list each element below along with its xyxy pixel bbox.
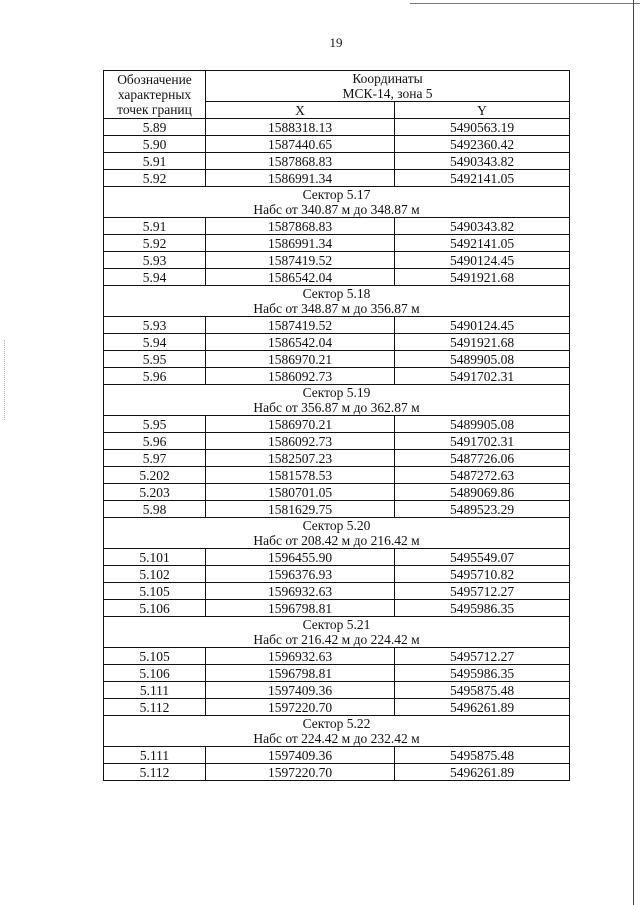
x-coordinate-cell: 1586991.34 — [206, 235, 395, 252]
table-row — [104, 665, 570, 682]
table-row — [104, 368, 570, 385]
sector-height-range: Набс от 216.42 м до 224.42 м — [253, 632, 420, 647]
y-coordinate-cell: 5495712.27 — [395, 648, 570, 665]
table-body — [104, 119, 570, 781]
y-coordinate-cell: 5496261.89 — [395, 764, 570, 781]
x-coordinate-cell: 1597220.70 — [206, 764, 395, 781]
sector-heading — [104, 617, 570, 648]
scan-edge-right — [633, 0, 634, 905]
y-coordinate-cell: 5495986.35 — [395, 600, 570, 617]
sector-height-range: Набс от 348.87 м до 356.87 м — [253, 301, 420, 316]
table-row — [104, 600, 570, 617]
point-id-cell: 5.202 — [104, 467, 206, 484]
y-coordinate-cell: 5487726.06 — [395, 450, 570, 467]
y-coordinate-cell: 5495875.48 — [395, 747, 570, 764]
sector-title: Сектор 5.19 — [302, 385, 371, 400]
table-row — [104, 334, 570, 351]
y-coordinate-cell: 5495710.82 — [395, 566, 570, 583]
sector-row — [104, 716, 570, 747]
table-row — [104, 450, 570, 467]
x-coordinate-cell: 1596932.63 — [206, 648, 395, 665]
x-coordinate-cell: 1586542.04 — [206, 334, 395, 351]
table-row — [104, 317, 570, 334]
table-row — [104, 583, 570, 600]
point-id-cell: 5.95 — [104, 416, 206, 433]
sector-height-range: Набс от 224.42 м до 232.42 м — [253, 731, 420, 746]
point-id-cell: 5.92 — [104, 235, 206, 252]
x-coordinate-cell: 1587419.52 — [206, 317, 395, 334]
point-id-cell: 5.94 — [104, 334, 206, 351]
sector-height-range: Набс от 208.42 м до 216.42 м — [253, 533, 420, 548]
y-coordinate-cell: 5495712.27 — [395, 583, 570, 600]
point-id-cell: 5.91 — [104, 153, 206, 170]
sector-heading — [104, 187, 570, 218]
point-id-cell: 5.96 — [104, 368, 206, 385]
coordinates-table — [103, 70, 570, 781]
table-row — [104, 549, 570, 566]
point-id-cell: 5.90 — [104, 136, 206, 153]
point-id-cell: 5.105 — [104, 583, 206, 600]
x-coordinate-cell: 1581578.53 — [206, 467, 395, 484]
point-id-cell: 5.106 — [104, 665, 206, 682]
table-row — [104, 764, 570, 781]
x-coordinate-cell: 1586092.73 — [206, 433, 395, 450]
point-id-cell: 5.91 — [104, 218, 206, 235]
point-id-cell: 5.94 — [104, 269, 206, 286]
table-row — [104, 119, 570, 136]
table-row — [104, 218, 570, 235]
header-point-designation: Обозначение характерных точек границ — [104, 71, 206, 119]
table-row — [104, 682, 570, 699]
header-coordinate-system: МСК-14, зона 5 — [342, 86, 433, 101]
table-row — [104, 351, 570, 368]
sector-heading — [104, 286, 570, 317]
y-coordinate-cell: 5490343.82 — [395, 218, 570, 235]
x-coordinate-cell: 1596376.93 — [206, 566, 395, 583]
y-coordinate-cell: 5490563.19 — [395, 119, 570, 136]
page-number: 19 — [329, 35, 343, 50]
table-row — [104, 467, 570, 484]
table-row — [104, 136, 570, 153]
sector-heading — [104, 518, 570, 549]
x-coordinate-cell: 1586092.73 — [206, 368, 395, 385]
table-row — [104, 153, 570, 170]
y-coordinate-cell: 5492141.05 — [395, 235, 570, 252]
header-x: X — [206, 102, 395, 119]
x-coordinate-cell: 1587440.65 — [206, 136, 395, 153]
point-id-cell: 5.106 — [104, 600, 206, 617]
table-row — [104, 235, 570, 252]
sector-height-range: Набс от 340.87 м до 348.87 м — [253, 202, 420, 217]
y-coordinate-cell: 5492360.42 — [395, 136, 570, 153]
sector-height-range: Набс от 356.87 м до 362.87 м — [253, 400, 420, 415]
sector-row — [104, 187, 570, 218]
x-coordinate-cell: 1586991.34 — [206, 170, 395, 187]
table-row — [104, 416, 570, 433]
sector-title: Сектор 5.17 — [302, 187, 371, 202]
x-coordinate-cell: 1581629.75 — [206, 501, 395, 518]
sector-heading — [104, 385, 570, 416]
x-coordinate-cell: 1587868.83 — [206, 153, 395, 170]
x-coordinate-cell: 1580701.05 — [206, 484, 395, 501]
point-id-cell: 5.203 — [104, 484, 206, 501]
table-row — [104, 501, 570, 518]
y-coordinate-cell: 5489523.29 — [395, 501, 570, 518]
y-coordinate-cell: 5496261.89 — [395, 699, 570, 716]
x-coordinate-cell: 1596798.81 — [206, 600, 395, 617]
y-coordinate-cell: 5491921.68 — [395, 334, 570, 351]
y-coordinate-cell: 5490124.45 — [395, 252, 570, 269]
sector-title: Сектор 5.20 — [302, 518, 371, 533]
table-row — [104, 269, 570, 286]
x-coordinate-cell: 1597409.36 — [206, 747, 395, 764]
x-coordinate-cell: 1596798.81 — [206, 665, 395, 682]
sector-row — [104, 385, 570, 416]
x-coordinate-cell: 1587868.83 — [206, 218, 395, 235]
table-row — [104, 252, 570, 269]
y-coordinate-cell: 5489069.86 — [395, 484, 570, 501]
sector-row — [104, 286, 570, 317]
point-id-cell: 5.112 — [104, 699, 206, 716]
y-coordinate-cell: 5491921.68 — [395, 269, 570, 286]
sector-row — [104, 617, 570, 648]
header-coordinates — [206, 71, 570, 102]
scan-edge-top — [410, 3, 640, 4]
sector-heading — [104, 716, 570, 747]
sector-row — [104, 518, 570, 549]
x-coordinate-cell: 1597220.70 — [206, 699, 395, 716]
y-coordinate-cell: 5489905.08 — [395, 416, 570, 433]
x-coordinate-cell: 1596455.90 — [206, 549, 395, 566]
table-row — [104, 648, 570, 665]
x-coordinate-cell: 1582507.23 — [206, 450, 395, 467]
point-id-cell: 5.101 — [104, 549, 206, 566]
table-row — [104, 484, 570, 501]
y-coordinate-cell: 5490124.45 — [395, 317, 570, 334]
y-coordinate-cell: 5495986.35 — [395, 665, 570, 682]
table-row — [104, 170, 570, 187]
table-row — [104, 747, 570, 764]
table-row — [104, 433, 570, 450]
y-coordinate-cell: 5495549.07 — [395, 549, 570, 566]
point-id-cell: 5.105 — [104, 648, 206, 665]
y-coordinate-cell: 5491702.31 — [395, 368, 570, 385]
point-id-cell: 5.102 — [104, 566, 206, 583]
point-id-cell: 5.98 — [104, 501, 206, 518]
y-coordinate-cell: 5490343.82 — [395, 153, 570, 170]
y-coordinate-cell: 5491702.31 — [395, 433, 570, 450]
x-coordinate-cell: 1588318.13 — [206, 119, 395, 136]
x-coordinate-cell: 1586970.21 — [206, 351, 395, 368]
point-id-cell: 5.89 — [104, 119, 206, 136]
x-coordinate-cell: 1586970.21 — [206, 416, 395, 433]
point-id-cell: 5.111 — [104, 747, 206, 764]
point-id-cell: 5.97 — [104, 450, 206, 467]
header-y: Y — [395, 102, 570, 119]
sector-title: Сектор 5.21 — [302, 617, 371, 632]
table-row — [104, 699, 570, 716]
y-coordinate-cell: 5495875.48 — [395, 682, 570, 699]
point-id-cell: 5.93 — [104, 252, 206, 269]
sector-title: Сектор 5.22 — [302, 716, 371, 731]
table-row — [104, 566, 570, 583]
sector-title: Сектор 5.18 — [302, 286, 371, 301]
point-id-cell: 5.95 — [104, 351, 206, 368]
y-coordinate-cell: 5492141.05 — [395, 170, 570, 187]
point-id-cell: 5.93 — [104, 317, 206, 334]
point-id-cell: 5.112 — [104, 764, 206, 781]
y-coordinate-cell: 5487272.63 — [395, 467, 570, 484]
scan-dots-left — [4, 340, 6, 420]
x-coordinate-cell: 1587419.52 — [206, 252, 395, 269]
point-id-cell: 5.96 — [104, 433, 206, 450]
header-coordinates-title: Координаты — [352, 71, 423, 86]
point-id-cell: 5.111 — [104, 682, 206, 699]
x-coordinate-cell: 1597409.36 — [206, 682, 395, 699]
x-coordinate-cell: 1596932.63 — [206, 583, 395, 600]
table-header — [104, 71, 570, 119]
y-coordinate-cell: 5489905.08 — [395, 351, 570, 368]
x-coordinate-cell: 1586542.04 — [206, 269, 395, 286]
point-id-cell: 5.92 — [104, 170, 206, 187]
